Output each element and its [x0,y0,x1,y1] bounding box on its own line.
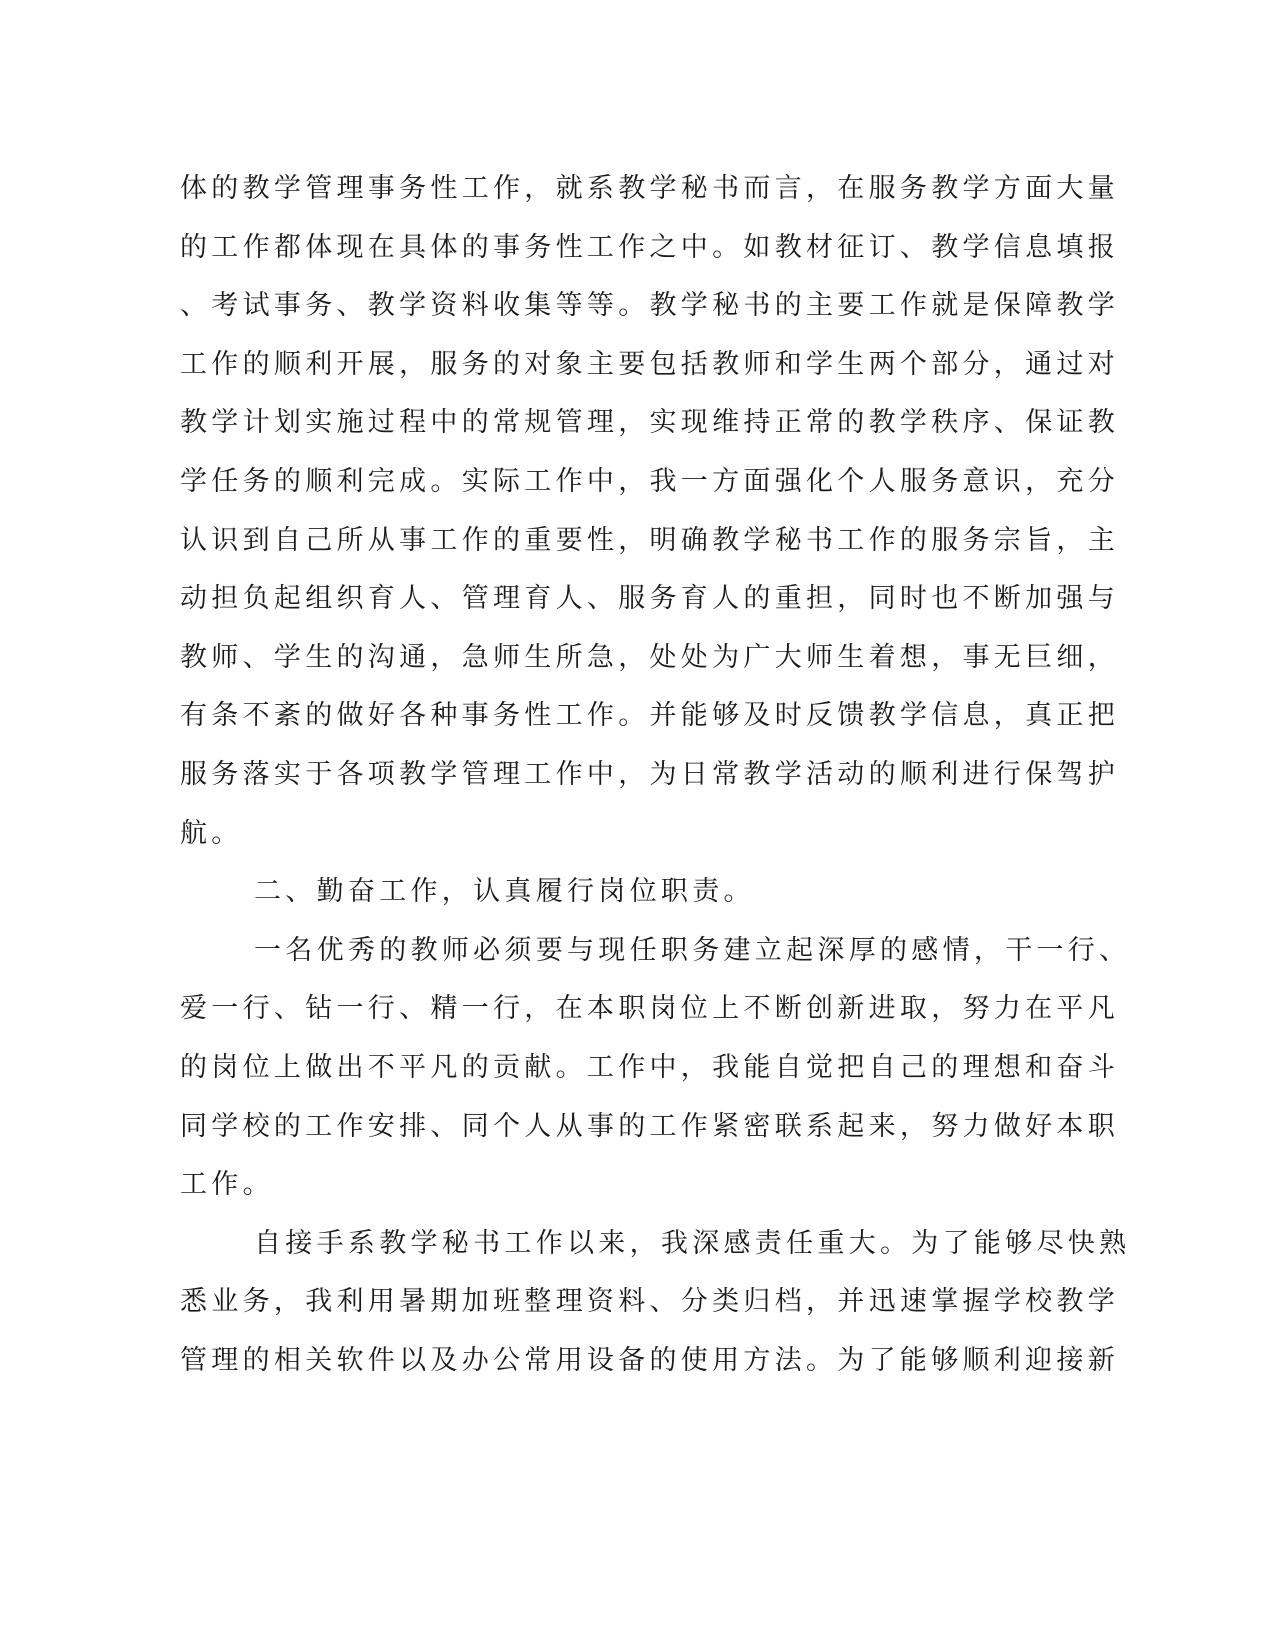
text-line: 的工作都体现在具体的事务性工作之中。如教材征订、教学信息填报 [180,231,1119,263]
text-line: 爱一行、钻一行、精一行，在本职岗位上不断创新进取，努力在平凡 [180,993,1119,1025]
text-line: 航。 [180,817,243,849]
text-line: 工作的顺利开展，服务的对象主要包括教师和学生两个部分，通过对 [180,348,1119,380]
text-line: 同学校的工作安排、同个人从事的工作紧密联系起来，努力做好本职 [180,1110,1119,1142]
text-line: 教师、学生的沟通，急师生所急，处处为广大师生着想，事无巨细， [180,641,1119,673]
text-line: 服务落实于各项教学管理工作中，为日常教学活动的顺利进行保驾护 [180,758,1119,790]
text-line: 管理的相关软件以及办公常用设备的使用方法。为了能够顺利迎接新 [180,1344,1119,1376]
body-text [180,160,1131,1390]
text-line: 学任务的顺利完成。实际工作中，我一方面强化个人服务意识，充分 [180,465,1119,497]
text-line: 认识到自己所从事工作的重要性，明确教学秘书工作的服务宗旨，主 [180,524,1119,556]
text-line: 工作。 [180,1169,274,1201]
text-line: 动担负起组织育人、管理育人、服务育人的重担，同时也不断加强与 [180,583,1119,615]
text-line: 的岗位上做出不平凡的贡献。工作中，我能自觉把自己的理想和奋斗 [180,1051,1119,1083]
text-line: 体的教学管理事务性工作，就系教学秘书而言，在服务教学方面大量 [180,173,1119,204]
text-line: 自接手系教学秘书工作以来，我深感责任重大。为了能够尽快熟 [254,1227,1131,1259]
text-line: 、考试事务、教学资料收集等等。教学秘书的主要工作就是保障教学 [180,290,1119,322]
text-line: 一名优秀的教师必须要与现任职务建立起深厚的感情，干一行、 [254,934,1131,966]
text-line: 教学计划实施过程中的常规管理，实现维持正常的教学秩序、保证教 [180,407,1119,439]
text-line: 悉业务，我利用暑期加班整理资料、分类归档，并迅速掌握学校教学 [180,1286,1119,1318]
section-heading: 二、勤奋工作，认真履行岗位职责。 [254,876,755,908]
text-line: 有条不紊的做好各种事务性工作。并能够及时反馈教学信息，真正把 [180,700,1119,732]
